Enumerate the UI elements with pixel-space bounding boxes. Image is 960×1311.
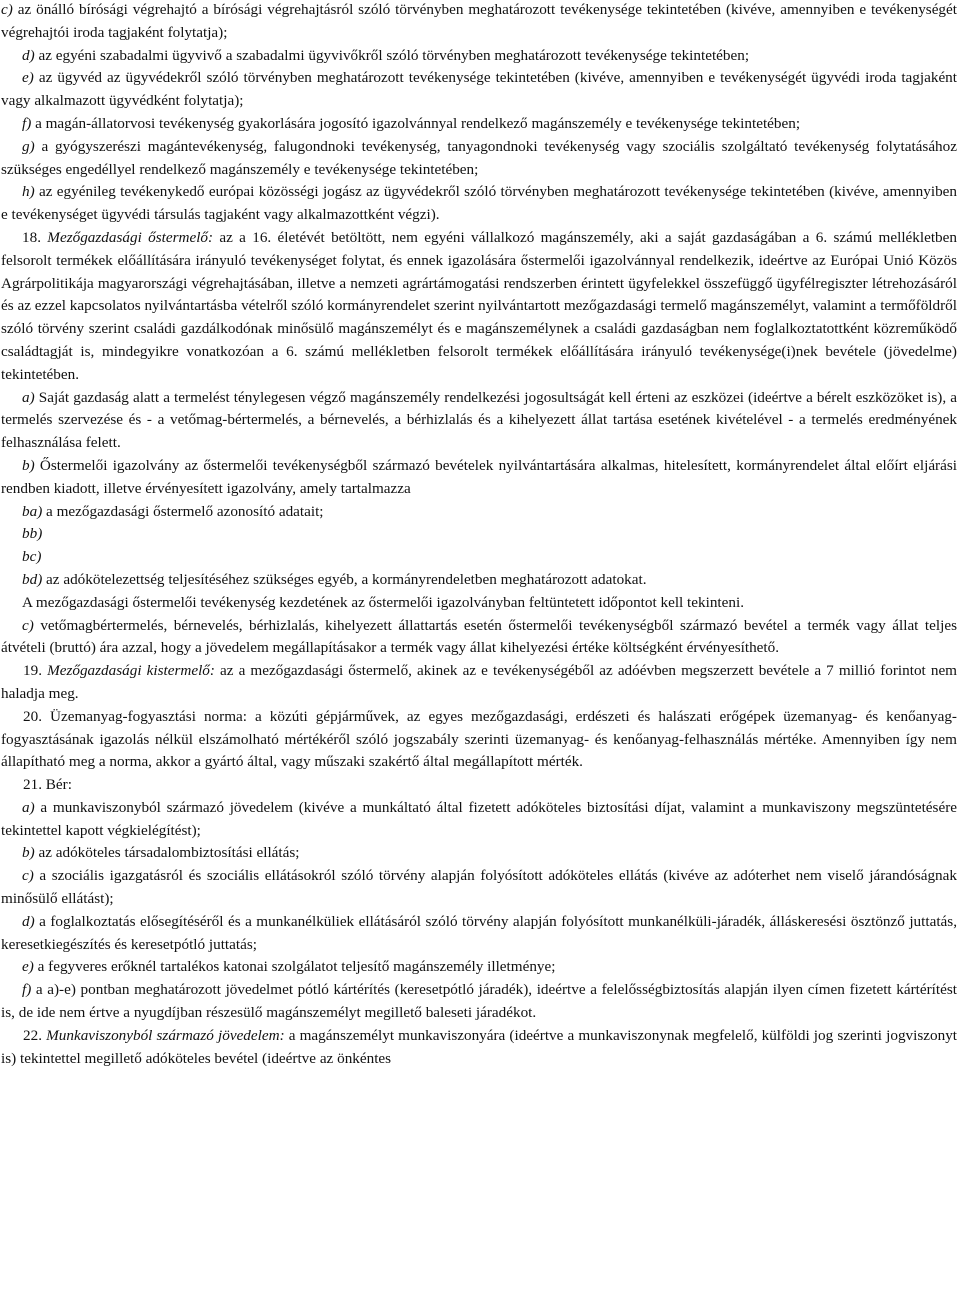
item-label: c) <box>1 1 13 18</box>
item-label: c) <box>22 616 34 634</box>
paragraph-text: a fegyveres erőknél tartalékos katonai szolgálatot teljesítő magánszemély illetménye; <box>33 958 556 976</box>
paragraph-text: a mezőgazdasági őstermelő azonosító adatait; <box>42 502 324 520</box>
paragraph-text: a a)-e) pontban meghatározott jövedelmet pótló kártérítés (keresetpótló járadék), ideértve a felelősségbiztosítás alapján ilyen címen fizetett kártérítést is, de ide nem értve a nyugdíjban részesülő magánszemélyt megillető baleseti járadékot. <box>1 981 957 1022</box>
defined-term: Munkaviszonyból származó jövedelem: <box>46 1026 285 1044</box>
paragraph-text: Saját gazdaság alatt a termelést ténylegesen végző magánszemély rendelkezési jogosultságát kell érteni az eszközei (ideértve a bérelt eszközöket is), a termelés szervezése és - a vetőmag-bértermelés, a bérnevelés, a bérhizlalás és a kihelyezett állat tartása esetének kivételével - a termelés eredményének felhasználása felett. <box>1 388 957 452</box>
item-label: ba) <box>22 502 43 520</box>
paragraph-text: az egyéni szabadalmi ügyvivő a szabadalmi ügyvivőkről szóló törvényben meghatározott tevékenysége tekintetében; <box>34 46 750 64</box>
paragraph-18a-own-farm <box>1 387 957 455</box>
section-number: 18. <box>22 228 48 246</box>
paragraph-text: az ügyvéd az ügyvédekről szóló törvényben meghatározott tevékenysége tekintetében (kivéve, amennyiben e tevékenységét ügyvédi iroda tagjaként vagy alkalmazott ügyvédként folytatja); <box>1 69 957 110</box>
paragraph-text: vetőmagbértermelés, bérnevelés, bérhizlalás, kihelyezett állattartás esetén őstermelői tevékenységből származó bevétel a termék vagy állat teljes átvételi (bruttó) ára azzal, hogy a jövedelem megállapításakor a termék vagy állat kihelyezési értéke költségként érvényesíthető. <box>1 616 957 657</box>
paragraph-text: az adókötelezettség teljesítéséhez szükséges egyéb, a kormányrendeletben meghatározott adatokat. <box>42 570 647 588</box>
item-label: bd) <box>22 570 43 588</box>
paragraph-ba <box>1 501 957 524</box>
paragraph-text: a munkaviszonyból származó jövedelem (kivéve a munkáltató által fizetett adóköteles biztosítási díjat, valamint a munkaviszony megszüntetésére tekintettel kapott végkielégítést); <box>1 798 957 839</box>
paragraph-h-eu-lawyer <box>1 181 957 227</box>
paragraph-text: A mezőgazdasági őstermelői tevékenység kezdetének az őstermelői igazolványban feltüntetett időpontot kell tekinteni. <box>22 593 744 611</box>
section-number: 22. <box>23 1026 47 1044</box>
section-number: 19. <box>23 662 48 680</box>
item-label: d) <box>22 912 35 930</box>
item-label: f) <box>22 114 32 132</box>
paragraph-text: a magán-állatorvosi tevékenység gyakorlására jogosító igazolvánnyal rendelkező magánszemély e tevékenysége tekintetében; <box>31 114 801 132</box>
paragraph-g-pharmacist <box>1 136 957 182</box>
paragraph-text: a gyógyszerészi magántevékenység, falugondnoki tevékenység, tanyagondnoki tevékenység vagy szociális szolgáltató tevékenység folytatásához szükséges engedéllyel rendelkező magánszemély e tevékenysége tekintetében; <box>1 137 957 178</box>
item-label: a) <box>22 798 35 816</box>
paragraph-21c <box>1 865 957 911</box>
item-label: a) <box>22 388 35 406</box>
item-label: f) <box>22 981 32 999</box>
paragraph-e-lawyer <box>1 67 957 113</box>
section-21-wage <box>1 774 957 797</box>
paragraph-21a <box>1 797 957 843</box>
defined-term: Mezőgazdasági kistermelő: <box>47 662 215 680</box>
paragraph-text: a magánszemélyt munkaviszonyára (ideértve a munkaviszonynak megfelelő, külföldi jog szerinti jogviszonyt is) tekintettel megillető adóköteles bevétel (ideértve az önkéntes <box>1 1026 958 1067</box>
paragraph-activity-start <box>1 592 957 615</box>
paragraph-text: az a mezőgazdasági őstermelő, akinek az e tevékenységéből az adóévben megszerzett bevétele a 7 millió forintot nem haladja meg. <box>1 662 957 702</box>
section-19-small-producer <box>1 660 957 706</box>
item-label: b) <box>22 456 35 474</box>
item-label: e) <box>22 69 34 87</box>
paragraph-text: a szociális igazgatásról és szociális ellátásokról szóló törvény alapján folyósított adóköteles ellátás (kivéve az adóterhet nem viselő járandóságnak minősülő ellátást); <box>1 867 957 908</box>
defined-term: Mezőgazdasági őstermelő: <box>47 228 214 246</box>
paragraph-bb <box>1 523 957 546</box>
section-18-primary-producer <box>1 227 957 387</box>
section-20-fuel-norm <box>1 706 957 774</box>
paragraph-18b-producer-card <box>1 455 957 501</box>
paragraph-text: Őstermelői igazolvány az őstermelői tevékenységből származó bevételek nyilvántartására alkalmas, hitelesített, kormányrendelet által előírt eljárási rendben kiadott, illetve érvényesített igazolvány, amely tartalmazza <box>1 456 957 497</box>
paragraph-21f <box>1 979 957 1025</box>
item-label: c) <box>22 867 34 885</box>
paragraph-c-executor <box>1 0 957 45</box>
item-label: d) <box>22 46 35 64</box>
paragraph-21e <box>1 956 957 979</box>
paragraph-text: az adóköteles társadalombiztosítási ellátás; <box>34 844 300 862</box>
paragraph-text: az önálló bírósági végrehajtó a bírósági végrehajtásról szóló törvényben meghatározott tevékenysége tekintetében (kivéve, amennyiben e tevékenységét végrehajtói iroda tagjaként folytatja); <box>1 1 957 41</box>
item-label: g) <box>22 137 35 155</box>
item-label: bb) <box>22 525 43 543</box>
paragraph-21b <box>1 842 957 865</box>
paragraph-text: 20. Üzemanyag-fogyasztási norma: a közúti gépjárművek, az egyes mezőgazdasági, erdészeti és halászati erőgépek üzemanyag- és kenőanyag-fogyasztásának igazolás nélkül elszámolható mértékéről szóló jogszabály szerinti üzemanyag- és kenőanyag-felhasználás mértéke. Amennyiben így nem állapítható meg a norma, akkor a gyártó által, vagy műszaki szakértő által megállapított mérték. <box>1 707 957 771</box>
paragraph-d-patent-agent <box>1 45 957 68</box>
paragraph-bd <box>1 569 957 592</box>
paragraph-21d <box>1 911 957 957</box>
section-22-employment-income <box>1 1025 957 1071</box>
paragraph-18c-seed-production <box>1 615 957 661</box>
paragraph-bc <box>1 546 957 569</box>
item-label: bc) <box>22 548 42 566</box>
item-label: e) <box>22 958 34 976</box>
paragraph-text: 21. Bér: <box>23 776 72 794</box>
paragraph-text: a foglalkoztatás elősegítéséről és a munkanélküliek ellátásáról szóló törvény alapján folyósított munkanélküli-járadék, álláskeresési ösztönző juttatás, keresetkiegészítés és keresetpótló juttatás; <box>1 912 957 953</box>
item-label: h) <box>22 183 35 201</box>
paragraph-f-veterinarian <box>1 113 957 136</box>
paragraph-text: az a 16. életévét betöltött, nem egyéni vállalkozó magánszemély, aki a saját gazdaságában a 6. számú mellékletben felsorolt termékek előállítására irányuló tevékenységet folytat, és ennek igazolására őstermelői igazolvánnyal rendelkezik, ideértve az Európai Unió Közös Agrárpolitikája magyarországi végrehajtásában, illetve a nemzeti agrártámogatási rendszerben érintett ügyfelekkel összefüggő ügyfélregiszter létrehozásáról és az ezzel kapcsolatos nyilvántartásba vételről szóló kormányrendelet szerint nyilvántartott mezőgazdasági termelő magánszemélyt, valamint a termőföldről szóló törvény szerint családi gazdálkodónak minősülő magánszemélyt és e magánszemélynek a családi gazdaságban nem foglalkoztatottként közreműködő családtagját is, mindegyikre vonatkozóan a 6. számú mellékletben felsorolt termékek előállítására irányuló tevékenysége(i)nek bevétele (jövedelme) tekintetében. <box>1 228 957 383</box>
paragraph-text: az egyénileg tevékenykedő európai közösségi jogász az ügyvédekről szóló törvényben meghatározott tevékenysége tekintetében (kivéve, amennyiben e tevékenységet ügyvédi társulás tagjaként vagy alkalmazottként végzi). <box>1 183 957 224</box>
item-label: b) <box>22 844 35 862</box>
